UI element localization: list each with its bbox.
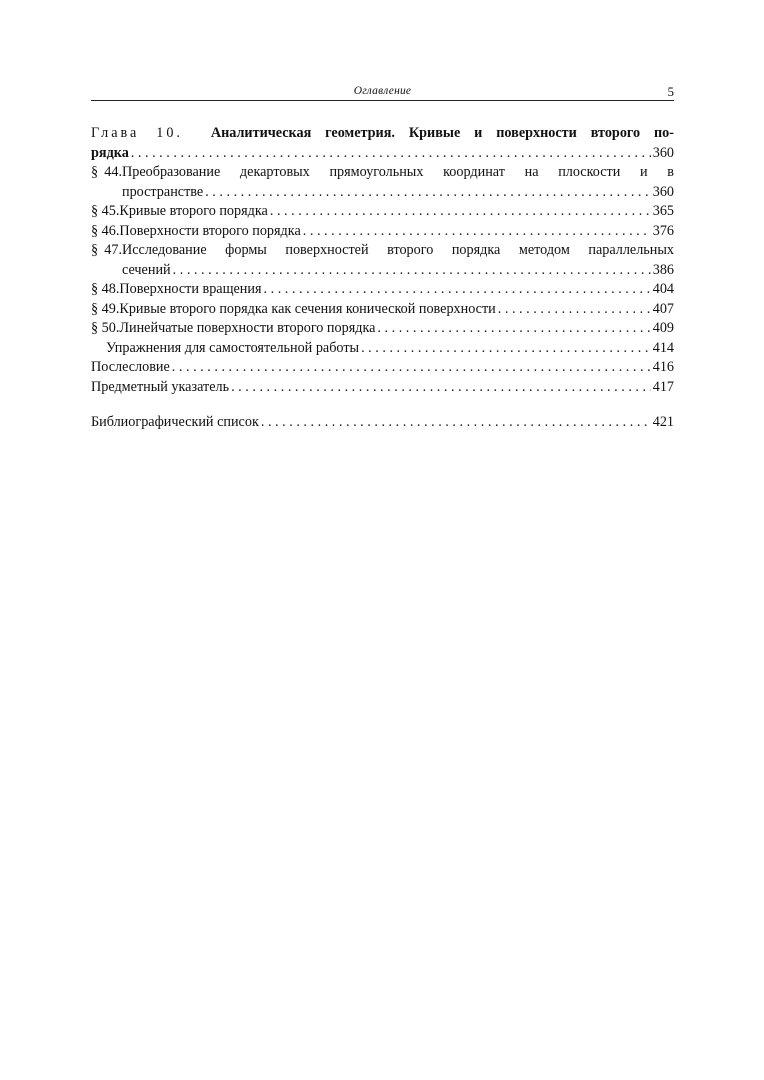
section-page: 404 [652,281,674,297]
section-page: 409 [652,320,674,336]
section-title: Преобразование декартовых прямоугольных координат на плоскости и в [122,164,674,180]
afterword-title: Послесловие [91,359,170,375]
toc-exercises[interactable] [91,339,674,359]
leader-dots [261,413,651,433]
section-mark: § 45. [91,203,120,219]
section-title-cont: сечений [122,261,171,278]
chapter-title-line2: рядка [91,144,129,161]
toc-section-50[interactable] [91,319,674,339]
toc-section-49[interactable] [91,300,674,320]
toc-bibliography[interactable] [91,413,674,433]
section-page: 360 [652,183,674,200]
table-of-contents [91,124,674,433]
toc-section-47[interactable] [91,241,674,280]
bibliography-page: 421 [652,414,674,430]
section-title: Линейчатые поверхности второго порядка [119,320,376,336]
leader-dots [231,378,651,398]
toc-section-45[interactable] [91,202,674,222]
running-header [91,84,674,100]
section-title: Кривые второго порядка [119,203,268,219]
section-title: Поверхности вращения [119,281,262,297]
section-page: 386 [652,261,674,278]
leader-dots [303,222,651,242]
bibliography-title: Библиографический список [91,414,259,430]
header-rule [91,100,674,101]
afterword-page: 416 [652,359,674,375]
leader-dots [377,319,650,339]
section-mark: § 46. [91,222,120,239]
leader-dots [172,358,651,378]
section-page: 407 [652,300,674,317]
chapter-page: 360 [652,144,674,161]
chapter-title-line1: Аналитическая геометрия. Кривые и поверхности второго по- [210,125,675,141]
section-mark: § 47. [91,242,122,258]
leader-dots [361,339,651,359]
leader-dots [205,183,651,203]
toc-index[interactable] [91,378,674,398]
section-title: Поверхности второго порядка [119,222,301,239]
toc-section-46[interactable] [91,222,674,242]
exercises-page: 414 [652,339,674,356]
index-page: 417 [652,378,674,395]
section-mark: § 48. [91,281,120,297]
section-page: 365 [652,203,674,219]
header-title: Оглавление [353,85,412,97]
leader-dots [131,144,651,164]
leader-dots [173,261,651,281]
chapter-label: Глава 10. [91,125,183,141]
page-number: 5 [667,84,674,99]
section-mark: § 49. [91,300,120,317]
spacer [91,397,674,413]
toc-chapter-10[interactable] [91,124,674,163]
section-page: 376 [652,222,674,239]
section-title-cont: пространстве [122,183,204,200]
leader-dots [264,280,651,300]
leader-dots [498,300,651,320]
leader-dots [270,202,651,222]
section-title: Кривые второго порядка как сечения конической поверхности [119,300,496,317]
section-title: Исследование формы поверхностей второго порядка методом параллельных [122,242,674,258]
exercises-title: Упражнения для самостоятельной работы [106,339,360,356]
section-mark: § 50. [91,320,120,336]
index-title: Предметный указатель [91,378,230,395]
section-mark: § 44. [91,164,122,180]
toc-section-48[interactable] [91,280,674,300]
toc-section-44[interactable] [91,163,674,202]
toc-afterword[interactable] [91,358,674,378]
